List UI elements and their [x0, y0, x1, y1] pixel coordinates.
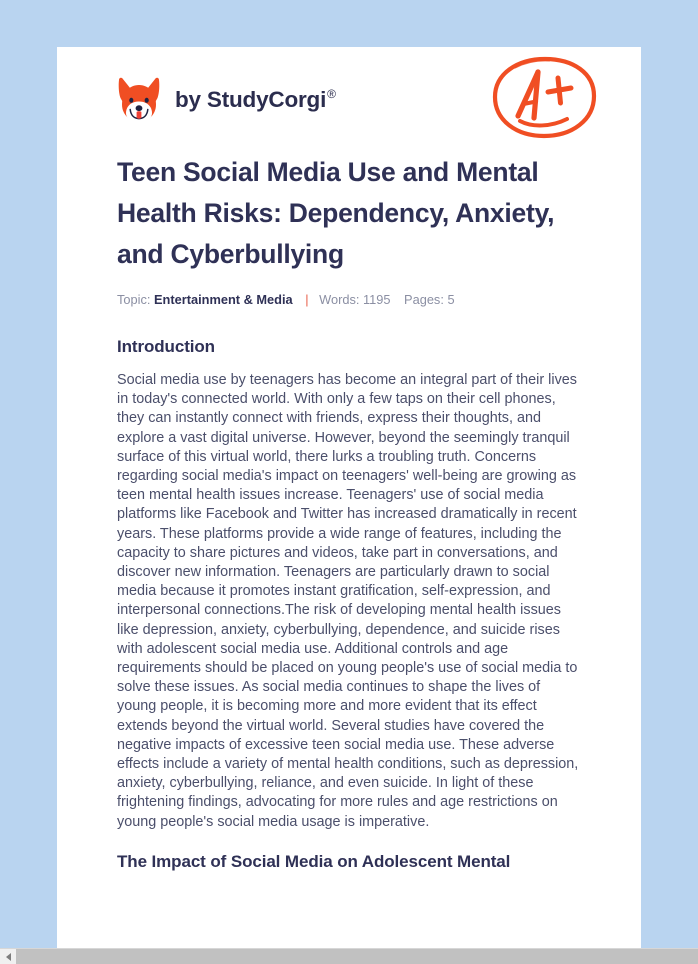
topic-label: Topic:: [117, 292, 151, 307]
registered-trademark-icon: ®: [327, 87, 336, 101]
brand-name: by StudyCorgi®: [175, 86, 336, 112]
a-plus-grade-icon: [491, 54, 599, 142]
horizontal-scrollbar[interactable]: [0, 948, 698, 964]
document-meta: [117, 291, 581, 309]
corgi-head-icon: [117, 76, 161, 124]
document-header: [57, 47, 641, 152]
section-paragraph-introduction: Social media use by teenagers has become an integral part of their lives in today's connected world. With only a few taps on their cell phones, they can instantly connect with friends, express their thoughts, and explore a vast digital universe. However, beyond the seemingly tranquil surface of this virtual world, there lurks a troubling truth. Concerns regarding social media's impact on teenagers' well-being are growing as teen mental health issues increase. Teenagers' use of social media platforms like Facebook and Twitter has increased dramatically in recent years. These platforms provide a wide range of features, including the capacity to share pictures and videos, take part in conversations, and discover new information. Teenagers are particularly drawn to social media because it promotes instant gratification, self-expression, and interpersonal connections.The risk of developing mental health issues like depression, anxiety, cyberbullying, dependence, and suicide rises with adolescent social media use. Additional controls and age requirements should be placed on young people's use of social media to solve these issues. As social media continues to shape the lives of young people, it is becoming more and more evident that its effect extends beyond the virtual world. Several studies have covered the negative impacts of excessive teen social media use. These adverse effects include a variety of mental health conditions, such as depression, anxiety, cyberbullying, reliance, and even suicide. In light of these frightening findings, advocating for more rules and age restrictions on young people's social media usage is imperative.: [117, 372, 579, 830]
section-heading-introduction: Introduction: [117, 337, 215, 356]
section-heading-impact: The Impact of Social Media on Adolescent Mental: [117, 851, 511, 871]
scrollbar-thumb[interactable]: [16, 949, 698, 964]
page-title: Teen Social Media Use and Mental Health Risks: Dependency, Anxiety, and Cyberbullying: [117, 157, 555, 269]
word-count: Words: 1195: [319, 292, 391, 307]
topic-value[interactable]: Entertainment & Media: [154, 292, 293, 307]
scroll-left-button[interactable]: [0, 949, 16, 964]
meta-separator: |: [305, 292, 309, 307]
page-count: Pages: 5: [404, 292, 455, 307]
scrollbar-track[interactable]: [16, 949, 698, 964]
document-page: [57, 47, 641, 949]
triangle-left-icon: [6, 953, 11, 961]
studycorgi-brand[interactable]: [117, 76, 336, 124]
document-body: [57, 152, 641, 874]
